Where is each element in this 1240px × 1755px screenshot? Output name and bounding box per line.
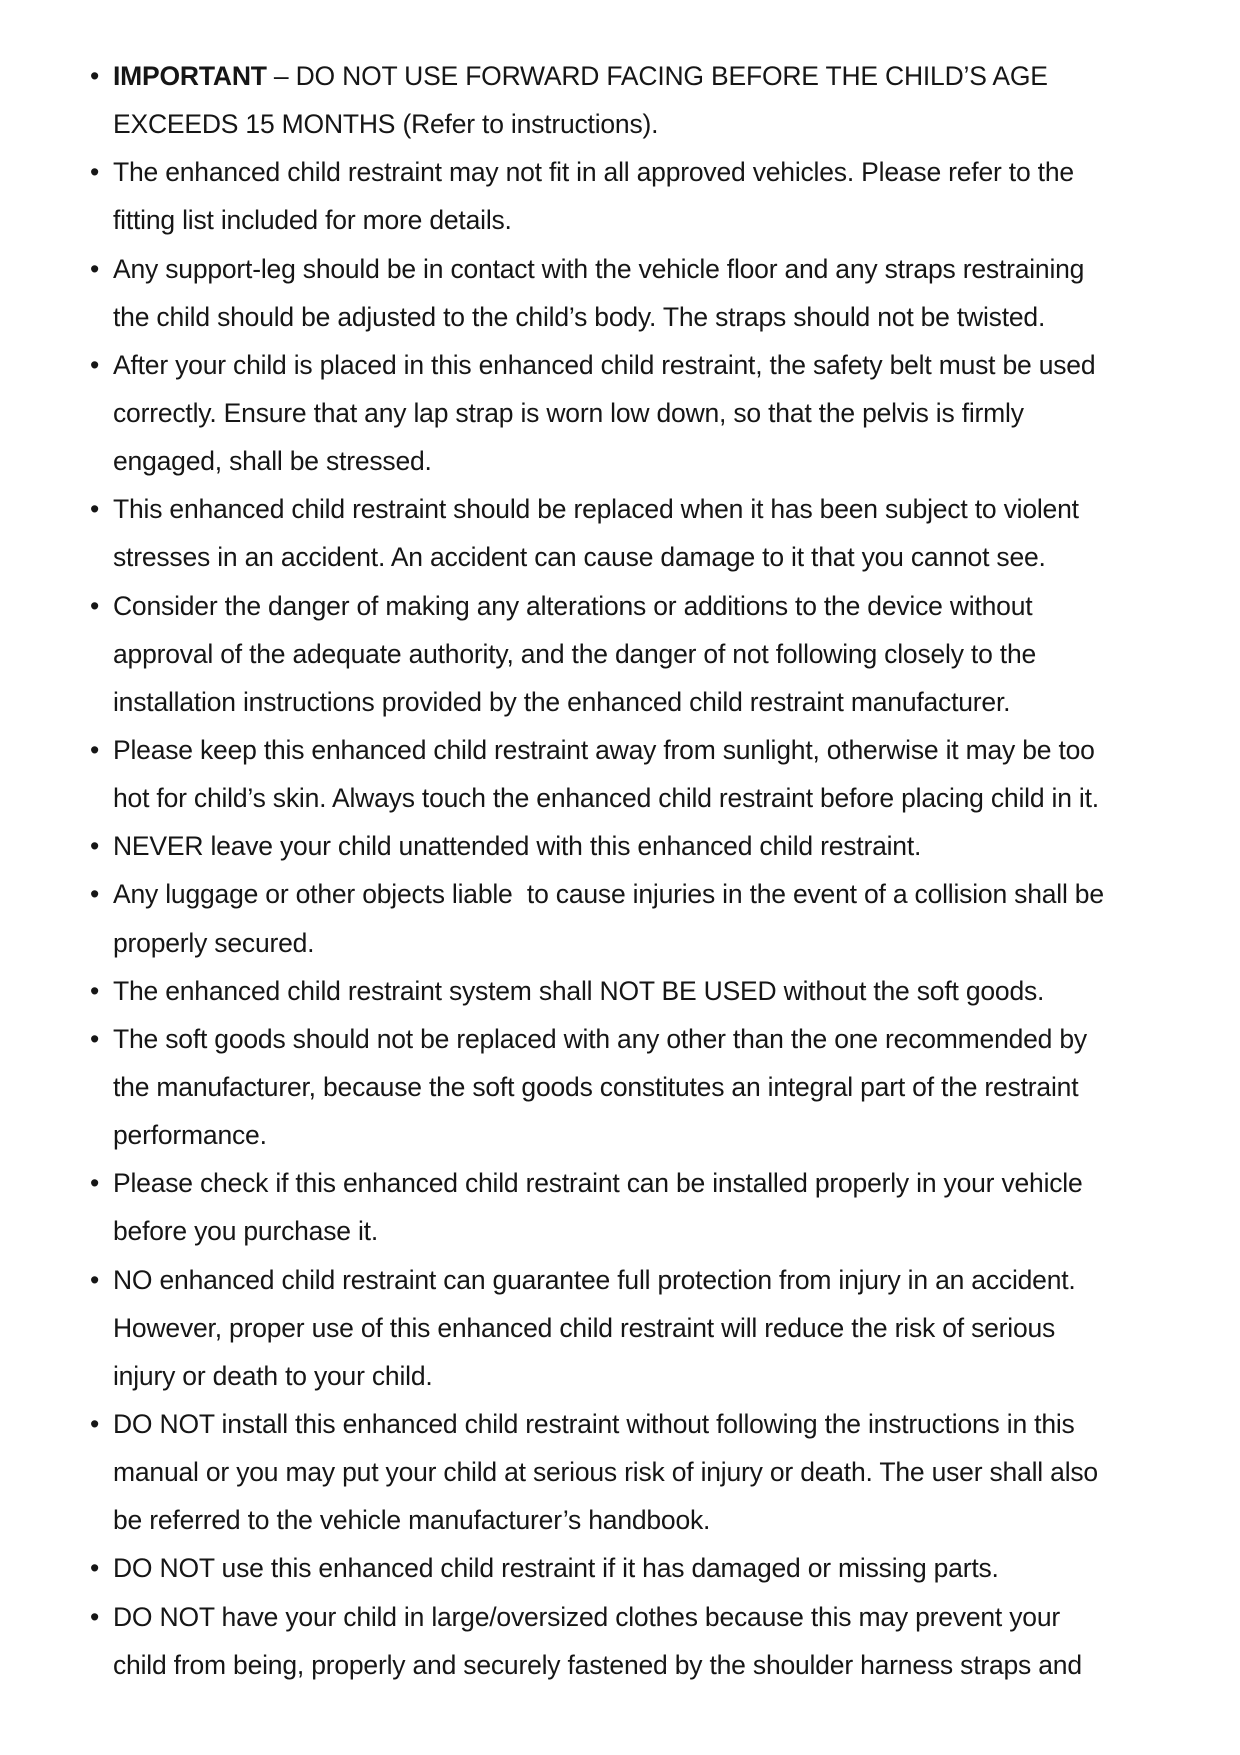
list-item (90, 1015, 1190, 1159)
warning-line (113, 1496, 1190, 1544)
list-item (90, 485, 1190, 581)
warning-text: be referred to the vehicle manufacturer’s handbook. (113, 1505, 711, 1536)
list-item (90, 52, 1190, 148)
list-item (90, 870, 1190, 966)
warning-text-bold: IMPORTANT (113, 61, 267, 91)
bullet-icon: • (90, 831, 100, 862)
warning-line (113, 1207, 1190, 1255)
list-item (90, 341, 1190, 485)
warning-line (113, 293, 1190, 341)
warning-line (113, 967, 1190, 1015)
warning-text: However, proper use of this enhanced child restraint will reduce the risk of serious (113, 1312, 1056, 1343)
bullet-icon: • (90, 1408, 100, 1439)
list-item (90, 245, 1190, 341)
list-item (90, 822, 1190, 870)
list-item (90, 1256, 1190, 1400)
warning-line (113, 630, 1190, 678)
warning-line (113, 870, 1190, 918)
bullet-icon: • (90, 734, 100, 765)
warning-line (113, 1400, 1190, 1448)
bullet-icon: • (90, 1023, 100, 1054)
warning-line (113, 196, 1190, 244)
warning-text: installation instructions provided by the enhanced child restraint manufacturer. (113, 686, 1011, 717)
bullet-icon: • (90, 879, 100, 910)
warning-text: NO enhanced child restraint can guarantee full protection from injury in an accident. (113, 1264, 1076, 1295)
list-item (90, 148, 1190, 244)
warning-text: DO NOT install this enhanced child restraint without following the instructions in this (113, 1408, 1075, 1439)
warning-line (113, 389, 1190, 437)
warning-line (113, 1015, 1190, 1063)
warning-line (113, 1304, 1190, 1352)
warning-text: injury or death to your child. (113, 1360, 433, 1391)
warning-text: manual or you may put your child at serious risk of injury or death. The user shall also (113, 1457, 1098, 1488)
warning-text: the child should be adjusted to the child’s body. The straps should not be twisted. (113, 301, 1046, 332)
list-item (90, 1593, 1190, 1689)
warning-line (113, 1111, 1190, 1159)
warning-line (113, 437, 1190, 485)
warning-list (90, 52, 1190, 1689)
warning-line (113, 485, 1190, 533)
warning-text: Any support-leg should be in contact with the vehicle floor and any straps restraining (113, 253, 1085, 284)
bullet-icon: • (90, 1168, 100, 1199)
list-item (90, 1400, 1190, 1544)
bullet-icon: • (90, 975, 100, 1006)
warning-line (113, 1593, 1190, 1641)
bullet-icon: • (90, 494, 100, 525)
warning-text: The soft goods should not be replaced with any other than the one recommended by (113, 1023, 1087, 1054)
warning-text: Please check if this enhanced child restraint can be installed properly in your vehicle (113, 1168, 1083, 1199)
warning-text: fitting list included for more details. (113, 205, 512, 236)
warning-line (113, 582, 1190, 630)
warning-text: The enhanced child restraint system shall NOT BE USED without the soft goods. (113, 975, 1045, 1006)
warning-line (113, 1641, 1190, 1689)
warning-text: – DO NOT USE FORWARD FACING BEFORE THE CHILD’S AGE (266, 61, 1048, 91)
warning-text: engaged, shall be stressed. (113, 446, 432, 477)
bullet-icon: • (90, 1264, 100, 1295)
warning-line (113, 148, 1190, 196)
warning-text: correctly. Ensure that any lap strap is worn low down, so that the pelvis is firmly (113, 397, 1024, 428)
warning-text: Consider the danger of making any alterations or additions to the device without (113, 590, 1033, 621)
warning-text: DO NOT have your child in large/oversized clothes because this may prevent your (113, 1601, 1060, 1632)
list-item (90, 967, 1190, 1015)
bullet-icon: • (90, 157, 100, 188)
bullet-icon: • (90, 1553, 100, 1584)
warning-text: hot for child’s skin. Always touch the enhanced child restraint before placing child in it. (113, 783, 1099, 814)
warning-text: approval of the adequate authority, and the danger of not following closely to the (113, 638, 1037, 669)
bullet-icon: • (90, 61, 100, 91)
warning-text: child from being, properly and securely fastened by the shoulder harness straps and (113, 1649, 1082, 1680)
warning-text: This enhanced child restraint should be replaced when it has been subject to violent (113, 494, 1079, 525)
bullet-icon: • (90, 349, 100, 380)
list-item (90, 582, 1190, 726)
warning-line (113, 678, 1190, 726)
warning-line (113, 1256, 1190, 1304)
warning-text: After your child is placed in this enhanced child restraint, the safety belt must be used (113, 349, 1096, 380)
warning-line (113, 245, 1190, 293)
warning-line (113, 52, 1190, 100)
bullet-icon: • (90, 590, 100, 621)
warning-text: stresses in an accident. An accident can cause damage to it that you cannot see. (113, 542, 1046, 573)
bullet-icon: • (90, 1601, 100, 1632)
warning-text: properly secured. (113, 927, 315, 958)
bullet-icon: • (90, 253, 100, 284)
warning-line (113, 100, 1190, 148)
list-item (90, 1544, 1190, 1592)
warning-text: Please keep this enhanced child restraint away from sunlight, otherwise it may be too (113, 734, 1095, 765)
warning-line (113, 1159, 1190, 1207)
warning-line (113, 1063, 1190, 1111)
warning-line (113, 1352, 1190, 1400)
warning-line (113, 774, 1190, 822)
warning-line (113, 533, 1190, 581)
warning-line (113, 1448, 1190, 1496)
warning-text: performance. (113, 1120, 267, 1151)
warning-line (113, 822, 1190, 870)
warning-text: The enhanced child restraint may not fit in all approved vehicles. Please refer to the (113, 157, 1074, 188)
warning-line (113, 341, 1190, 389)
warning-text: DO NOT use this enhanced child restraint if it has damaged or missing parts. (113, 1553, 999, 1584)
list-item (90, 1159, 1190, 1255)
warning-text: the manufacturer, because the soft goods constitutes an integral part of the restraint (113, 1071, 1079, 1102)
warning-line (113, 726, 1190, 774)
warning-text: EXCEEDS 15 MONTHS (Refer to instructions). (113, 109, 659, 140)
warning-line (113, 919, 1190, 967)
list-item (90, 726, 1190, 822)
warning-text: NEVER leave your child unattended with this enhanced child restraint. (113, 831, 922, 862)
warning-line (113, 1544, 1190, 1592)
warning-text: Any luggage or other objects liable to cause injuries in the event of a collision shall be (113, 879, 1104, 910)
warning-text: before you purchase it. (113, 1216, 378, 1247)
